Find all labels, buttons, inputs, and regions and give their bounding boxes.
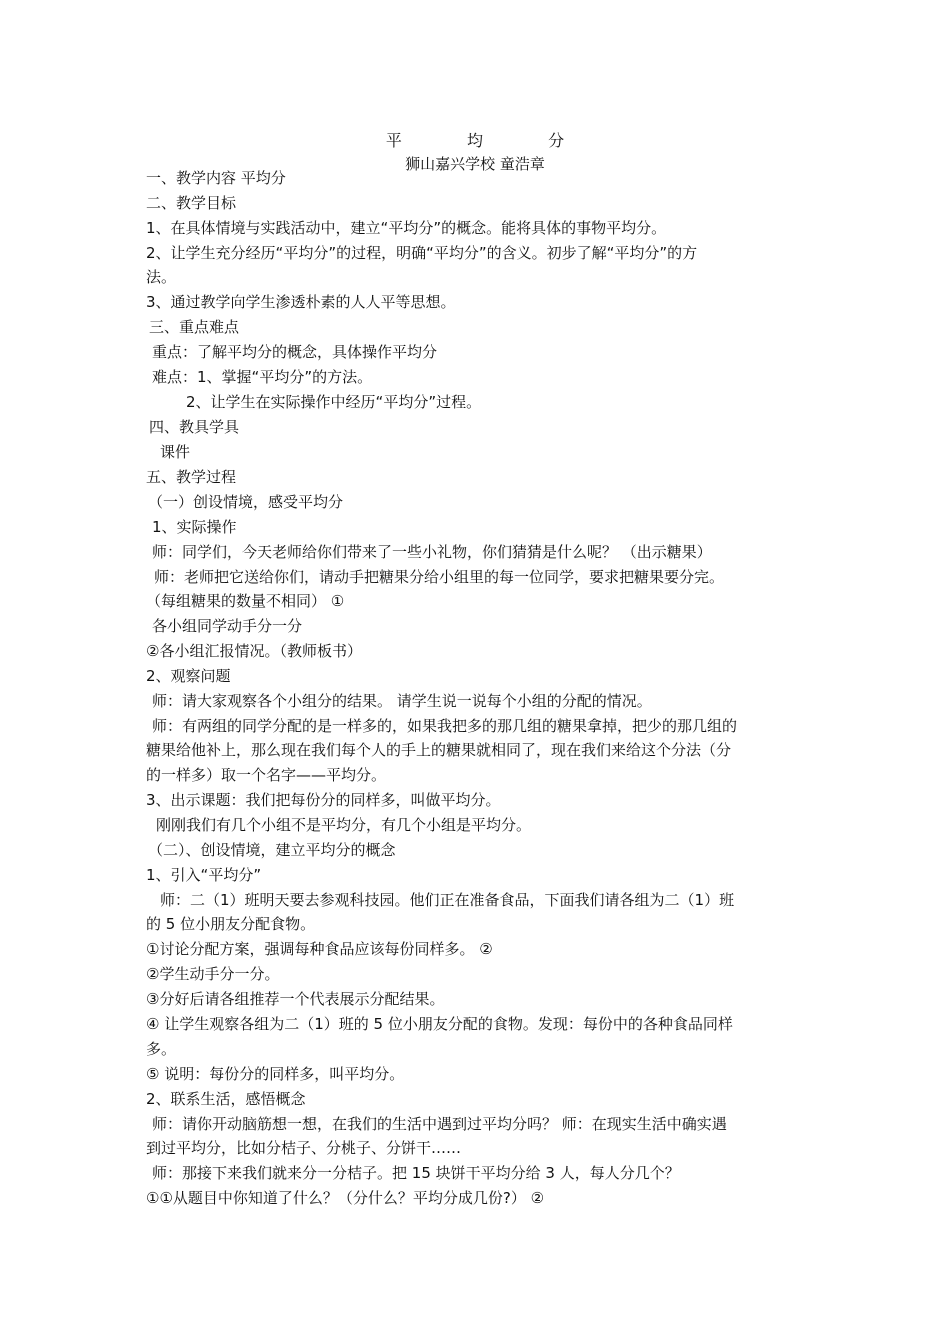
text-line: 到过平均分，比如分桔子、分桃子、分饼干…… [146,1139,462,1157]
author-line: 狮山嘉兴学校 童浩章 [405,155,545,173]
text-line: 刚刚我们有几个小组不是平均分，有几个小组是平均分。 [156,816,532,834]
text-line: 1、在具体情境与实践活动中，建立“平均分”的概念。能将具体的事物平均分。 [146,219,667,237]
text-line: 2、让学生充分经历“平均分”的过程，明确“平均分”的含义。初步了解“平均分”的方 [146,244,698,262]
text-line: 1、实际操作 [152,518,237,536]
text-line: 师：二（1）班明天要去参观科技园。他们正在准备食品，下面我们请各组为二（1）班 [160,891,735,909]
text-line: （二）、创设情境，建立平均分的概念 [148,841,396,859]
text-line: 1、引入“平均分” [146,866,262,884]
text-line: ⑤ 说明：每份分的同样多，叫平均分。 [146,1065,405,1083]
text-line: 的 5 位小朋友分配食物。 [146,915,316,933]
text-line: 难点：1、掌握“平均分”的方法。 [152,368,373,386]
text-line: ②学生动手分一分。 [146,965,280,983]
text-line: （每组糖果的数量不相同） ① [146,592,345,610]
text-line: 师：请大家观察各个小组分的结果。 请学生说一说每个小组的分配的情况。 [152,692,652,710]
text-line: 3、通过教学向学生渗透朴素的人人平等思想。 [146,293,456,311]
text-line: 糖果给他补上，那么现在我们每个人的手上的糖果就相同了，现在我们来给这个分法（分 [146,741,732,759]
document-title [0,128,950,151]
text-line: 师：那接下来我们就来分一分桔子。把 15 块饼干平均分给 3 人，每人分几个？ [152,1164,680,1182]
text-line: 师：有两组的同学分配的是一样多的，如果我把多的那几组的糖果拿掉，把少的那几组的 [152,717,738,735]
text-line: 2、观察问题 [146,667,231,685]
title-char: 均 [466,131,483,150]
text-line: 的一样多）取一个名字——平均分。 [146,766,387,784]
text-line: 师：请你开动脑筋想一想，在我们的生活中遇到过平均分吗？ 师：在现实生活中确实遇 [152,1115,727,1133]
text-line: 师：老师把它送给你们，请动手把糖果分给小组里的每一位同学，要求把糖果要分完。 [154,568,725,586]
text-line: 五、教学过程 [146,468,237,486]
text-line: 2、让学生在实际操作中经历“平均分”过程。 [186,393,482,411]
text-line: 三、重点难点 [149,318,240,336]
text-line: 二、教学目标 [146,194,237,212]
text-line: 课件 [160,443,191,461]
title-char: 平 [385,131,402,150]
text-line: （一）创设情境，感受平均分 [148,493,344,511]
text-line: 各小组同学动手分一分 [152,617,303,635]
text-line: ④ 让学生观察各组为二（1）班的 5 位小朋友分配的食物。发现：每份中的各种食品同样 [146,1015,733,1033]
text-line: 2、联系生活，感悟概念 [146,1090,306,1108]
text-line: 3、出示课题：我们把每份分的同样多，叫做平均分。 [146,791,501,809]
text-line: ②各小组汇报情况。（教师板书） [146,642,362,660]
text-line: 法。 [146,268,177,286]
text-line: 多。 [146,1040,177,1058]
text-line: ①讨论分配方案，强调每种食品应该每份同样多。 ② [146,940,493,958]
text-line: 师：同学们，今天老师给你们带来了一些小礼物，你们猜猜是什么呢？ （出示糖果） [152,543,712,561]
text-line: 一、教学内容 平均分 [146,169,286,187]
text-line: ③分好后请各组推荐一个代表展示分配结果。 [146,990,445,1008]
text-line: ①①从题目中你知道了什么？（分什么？平均分成几份?） ② [146,1189,545,1207]
text-line: 重点：了解平均分的概念，具体操作平均分 [152,343,438,361]
text-line: 四、教具学具 [149,418,240,436]
title-char: 分 [548,131,565,150]
